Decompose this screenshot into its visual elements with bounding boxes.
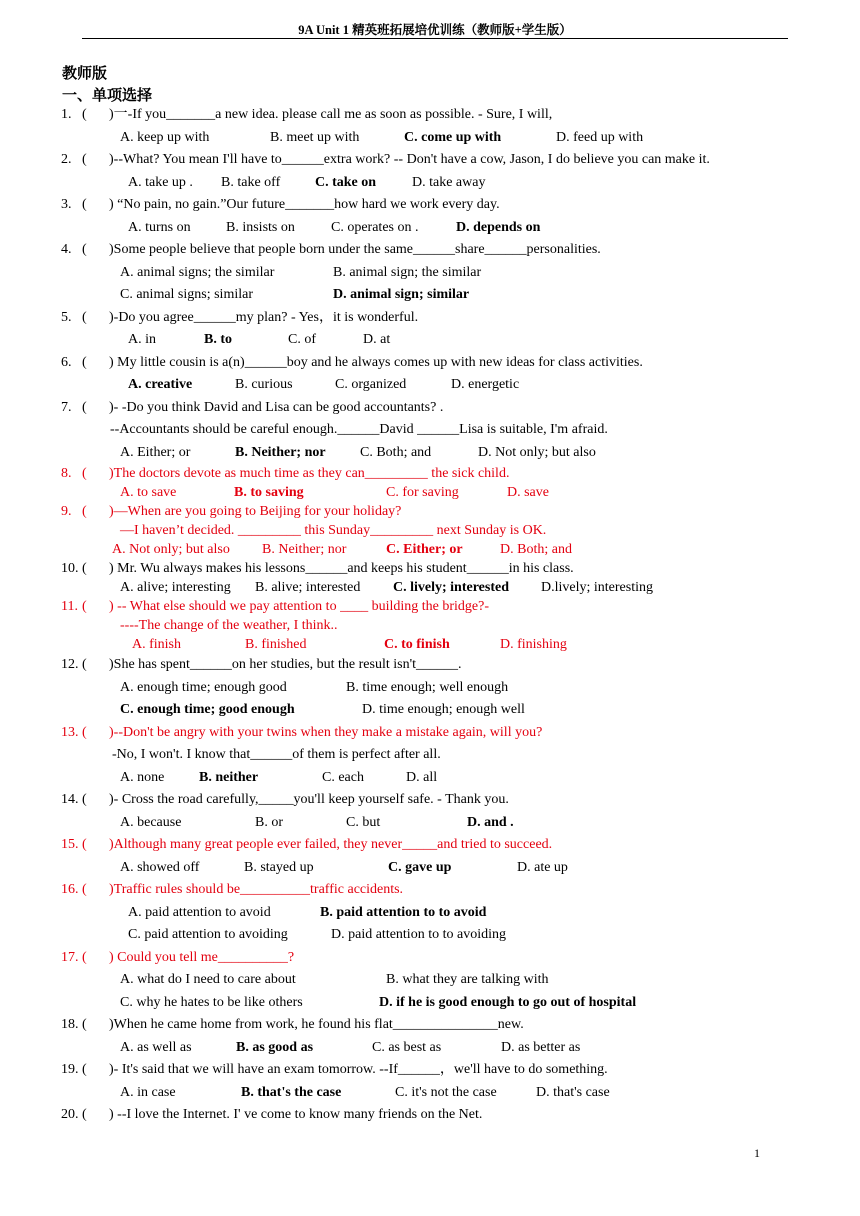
answer-option-correct: B. to saving — [234, 485, 304, 500]
question-item — [0, 194, 860, 239]
answer-option: A. to save — [120, 485, 177, 500]
question-stem-line — [0, 1014, 860, 1037]
question-options-line — [0, 924, 860, 947]
answer-option: C. of — [288, 332, 316, 347]
answer-option-correct: D. if he is good enough to go out of hospital — [379, 994, 637, 1010]
question-stem-line — [0, 879, 860, 902]
answer-bracket: ( — [82, 242, 87, 257]
answer-option: A. in — [128, 332, 156, 347]
question-stem-line — [0, 1059, 860, 1082]
question-stem-line — [0, 352, 860, 375]
answer-bracket: ( — [82, 466, 87, 481]
question-number: 4. — [61, 242, 72, 257]
question-continuation-line — [0, 419, 860, 442]
question-number: 2. — [61, 152, 72, 167]
answer-option: C. organized — [335, 377, 407, 392]
answer-option: B. Neither; nor — [262, 542, 347, 557]
question-options-line — [0, 1037, 860, 1060]
answer-option-correct: C. lively; interested — [393, 580, 509, 595]
answer-option: C. animal signs; similar — [120, 287, 253, 302]
question-options-line — [0, 767, 860, 790]
edition-label: 教师版 — [62, 66, 108, 82]
question-list — [0, 104, 860, 1127]
question-options-line — [0, 699, 860, 722]
question-stem-line — [0, 722, 860, 745]
question-continuation-line — [0, 616, 860, 635]
question-number: 15. — [61, 837, 79, 852]
answer-option: A. finish — [132, 637, 181, 652]
question-stem-line — [0, 397, 860, 420]
question-text: )The doctors devote as much time as they can_________ the sick child. — [109, 466, 510, 481]
answer-bracket: ( — [82, 107, 87, 122]
question-number: 20. — [61, 1107, 79, 1122]
question-text: )When he came home from work, he found his flat_______________new. — [109, 1017, 524, 1032]
question-options-line — [0, 262, 860, 285]
answer-option: C. why he hates to be like others — [120, 994, 303, 1010]
question-text: )-Do you agree______my plan? - Yes，it is wonderful. — [109, 309, 419, 325]
question-item — [0, 464, 860, 502]
question-text: )- -Do you think David and Lisa can be good accountants? . — [109, 399, 444, 415]
answer-option: D. save — [507, 485, 549, 500]
answer-option: B. stayed up — [244, 859, 314, 875]
answer-bracket: ( — [82, 1062, 87, 1077]
answer-option: D. Both; and — [500, 542, 572, 557]
question-text: )--Don't be angry with your twins when they make a mistake again, will you? — [109, 724, 543, 740]
answer-bracket: ( — [82, 561, 87, 576]
answer-option: B. what they are talking with — [386, 972, 549, 987]
question-continuation-line — [0, 744, 860, 767]
answer-option-correct: B. paid attention to to avoid — [320, 904, 487, 920]
question-number: 7. — [61, 399, 72, 415]
question-stem-line — [0, 194, 860, 217]
question-item — [0, 397, 860, 465]
answer-bracket: ( — [82, 657, 87, 672]
answer-option: D. that's case — [536, 1084, 610, 1100]
answer-option: D. as better as — [501, 1039, 581, 1055]
question-number: 9. — [61, 504, 72, 519]
question-text: )—When are you going to Beijing for your holiday? — [109, 504, 402, 519]
answer-bracket: ( — [82, 837, 87, 852]
question-number: 17. — [61, 949, 79, 965]
question-stem-line — [0, 464, 860, 483]
question-options-line — [0, 329, 860, 352]
question-stem-line — [0, 654, 860, 677]
question-item — [0, 722, 860, 790]
question-text: ) -- What else should we pay attention to ____ building the bridge?- — [109, 599, 489, 614]
question-item — [0, 789, 860, 834]
question-options-line — [0, 969, 860, 992]
answer-bracket: ( — [82, 792, 87, 807]
question-options-line — [0, 540, 860, 559]
question-number: 5. — [61, 309, 72, 325]
answer-bracket: ( — [82, 197, 87, 212]
question-item — [0, 1104, 860, 1127]
answer-bracket: ( — [82, 152, 87, 167]
question-text: ) Mr. Wu always makes his lessons______and keeps his student______in his class. — [109, 561, 574, 576]
question-stem-line — [0, 307, 860, 330]
page-header — [82, 20, 788, 39]
question-item — [0, 149, 860, 194]
answer-option-correct: B. Neither; nor — [235, 444, 326, 460]
answer-bracket: ( — [82, 949, 87, 965]
answer-option: C. it's not the case — [395, 1084, 497, 1100]
answer-option: D. finishing — [500, 637, 567, 652]
answer-bracket: ( — [82, 1107, 87, 1122]
answer-option: B. animal sign; the similar — [333, 264, 482, 280]
question-item — [0, 559, 860, 597]
answer-option: A. Either; or — [120, 444, 191, 460]
question-text: )Some people believe that people born under the same______share______personalities. — [109, 242, 601, 257]
question-options-line — [0, 635, 860, 654]
question-stem-line — [0, 239, 860, 262]
answer-option: A. as well as — [120, 1039, 192, 1055]
answer-option: C. for saving — [386, 485, 459, 500]
answer-option: C. operates on . — [331, 219, 419, 235]
answer-bracket: ( — [82, 354, 87, 370]
answer-option: C. each — [322, 769, 364, 785]
question-options-line — [0, 284, 860, 307]
answer-bracket: ( — [82, 504, 87, 519]
answer-option: B. curious — [235, 377, 293, 392]
question-text: ) My little cousin is a(n)______boy and he always comes up with new ideas for class activities. — [109, 354, 643, 370]
answer-option: C. as best as — [372, 1039, 442, 1055]
answer-option-correct: C. Either; or — [386, 542, 463, 557]
question-options-line — [0, 374, 860, 397]
question-options-line — [0, 812, 860, 835]
question-number: 10. — [61, 561, 79, 576]
question-stem-line — [0, 597, 860, 616]
answer-option-correct: A. creative — [128, 377, 193, 392]
answer-option: B. take off — [221, 174, 281, 190]
question-number: 6. — [61, 354, 72, 370]
question-item — [0, 352, 860, 397]
question-number: 16. — [61, 882, 79, 897]
question-stem-line — [0, 1104, 860, 1127]
answer-option-correct: C. enough time; good enough — [120, 702, 295, 717]
section-title: 一、单项选择 — [62, 88, 153, 104]
answer-bracket: ( — [82, 599, 87, 614]
question-number: 14. — [61, 792, 79, 807]
answer-option: A. keep up with — [120, 129, 210, 145]
answer-option: A. paid attention to avoid — [128, 904, 271, 920]
answer-option: D. at — [363, 332, 391, 347]
answer-option-correct: C. come up with — [404, 129, 502, 145]
answer-bracket: ( — [82, 882, 87, 897]
question-item — [0, 1014, 860, 1059]
question-item — [0, 1059, 860, 1104]
answer-option-correct: B. to — [204, 332, 232, 347]
question-options-line — [0, 677, 860, 700]
question-text: )- It's said that we will have an exam tomorrow. --If______，we'll have to do something. — [109, 1062, 608, 1077]
question-item — [0, 654, 860, 722]
question-item — [0, 947, 860, 1015]
question-text: )Although many great people ever failed, they never_____and tried to succeed. — [109, 837, 553, 852]
question-options-line — [0, 127, 860, 150]
question-number: 18. — [61, 1017, 79, 1032]
question-stem-line — [0, 104, 860, 127]
answer-option: D. ate up — [517, 859, 568, 875]
question-options-line — [0, 578, 860, 597]
answer-option: A. alive; interesting — [120, 580, 231, 595]
answer-option: A. because — [120, 814, 182, 830]
answer-option: B. meet up with — [270, 129, 360, 145]
question-options-line — [0, 172, 860, 195]
answer-bracket: ( — [82, 309, 87, 325]
answer-option: C. paid attention to avoiding — [128, 927, 288, 942]
answer-option: A. enough time; enough good — [120, 679, 287, 695]
question-stem-line — [0, 834, 860, 857]
question-dialogue-text: ----The change of the weather, I think.. — [120, 618, 338, 633]
question-number: 12. — [61, 657, 79, 672]
question-text: ) “No pain, no gain.”Our future_______how hard we work every day. — [109, 197, 500, 212]
question-text: ) --I love the Internet. I' ve come to know many friends on the Net. — [109, 1107, 483, 1122]
answer-option: A. Not only; but also — [112, 542, 230, 557]
question-text: )- Cross the road carefully,_____you'll keep yourself safe. - Thank you. — [109, 792, 509, 807]
question-stem-line — [0, 559, 860, 578]
question-item — [0, 502, 860, 559]
answer-option-correct: C. to finish — [384, 637, 450, 652]
answer-option: A. take up . — [128, 174, 193, 190]
answer-bracket: ( — [82, 399, 87, 415]
question-number: 19. — [61, 1062, 79, 1077]
answer-option: B. alive; interested — [255, 580, 361, 595]
question-dialogue-text: --Accountants should be careful enough.______David ______Lisa is suitable, I'm afraid. — [110, 422, 608, 437]
question-dialogue-text: —I haven’t decided. _________ this Sunday_________ next Sunday is OK. — [120, 523, 547, 538]
question-item — [0, 307, 860, 352]
question-continuation-line — [0, 521, 860, 540]
question-item — [0, 104, 860, 149]
answer-option: D. paid attention to to avoiding — [331, 927, 506, 942]
answer-option: A. none — [120, 769, 165, 785]
question-stem-line — [0, 502, 860, 521]
answer-bracket: ( — [82, 1017, 87, 1032]
answer-option: A. animal signs; the similar — [120, 264, 275, 280]
question-number: 3. — [61, 197, 72, 212]
question-options-line — [0, 1082, 860, 1105]
answer-option: B. time enough; well enough — [346, 679, 509, 695]
question-stem-line — [0, 149, 860, 172]
answer-option-correct: D. animal sign; similar — [333, 287, 470, 302]
question-text: )--What? You mean I'll have to______extra work? -- Don't have a cow, Jason, I do believe you can make it. — [109, 152, 710, 167]
answer-option: B. insists on — [226, 219, 295, 235]
question-item — [0, 834, 860, 879]
question-number: 13. — [61, 724, 79, 740]
answer-option: B. or — [255, 814, 283, 830]
answer-option-correct: C. gave up — [388, 859, 452, 875]
answer-option-correct: D. and . — [467, 814, 514, 830]
answer-option: D. take away — [412, 174, 486, 190]
question-options-line — [0, 992, 860, 1015]
question-options-line — [0, 902, 860, 925]
question-text: )Traffic rules should be__________traffic accidents. — [109, 882, 404, 897]
answer-option: A. turns on — [128, 219, 191, 235]
question-text: )She has spent______on her studies, but the result isn't______. — [109, 657, 462, 672]
question-number: 1. — [61, 107, 72, 122]
question-item — [0, 239, 860, 307]
question-number: 8. — [61, 466, 72, 481]
question-number: 11. — [61, 599, 78, 614]
question-options-line — [0, 483, 860, 502]
answer-option: C. Both; and — [360, 444, 432, 460]
question-stem-line — [0, 789, 860, 812]
answer-option-correct: D. depends on — [456, 219, 541, 235]
answer-option: D. Not only; but also — [478, 444, 596, 460]
answer-option-correct: B. as good as — [236, 1039, 314, 1055]
answer-option-correct: B. that's the case — [241, 1084, 342, 1100]
answer-option: A. showed off — [120, 859, 200, 875]
question-stem-line — [0, 947, 860, 970]
question-dialogue-text: -No, I won't. I know that______of them is perfect after all. — [112, 747, 441, 762]
answer-option: D. all — [406, 769, 438, 785]
answer-option-correct: B. neither — [199, 769, 259, 785]
question-options-line — [0, 217, 860, 240]
answer-bracket: ( — [82, 724, 87, 740]
page-number: 1 — [754, 1146, 760, 1160]
answer-option-correct: C. take on — [315, 174, 377, 190]
question-options-line — [0, 857, 860, 880]
answer-option: A. in case — [120, 1084, 176, 1100]
answer-option: D. time enough; enough well — [362, 702, 525, 717]
question-options-line — [0, 442, 860, 465]
answer-option: D. energetic — [451, 377, 520, 392]
question-item — [0, 597, 860, 654]
answer-option: A. what do I need to care about — [120, 972, 296, 987]
answer-option: B. finished — [245, 637, 307, 652]
header-title: 9A Unit 1 精英班拓展培优训练（教师版+学生版） — [298, 23, 572, 37]
question-item — [0, 879, 860, 947]
question-text: ) Could you tell me__________? — [109, 949, 295, 965]
question-text: )一-If you_______a new idea. please call me as soon as possible. - Sure, I will, — [109, 107, 553, 122]
answer-option: D. feed up with — [556, 129, 644, 145]
answer-option: C. but — [346, 814, 381, 830]
answer-option: D.lively; interesting — [541, 580, 653, 595]
